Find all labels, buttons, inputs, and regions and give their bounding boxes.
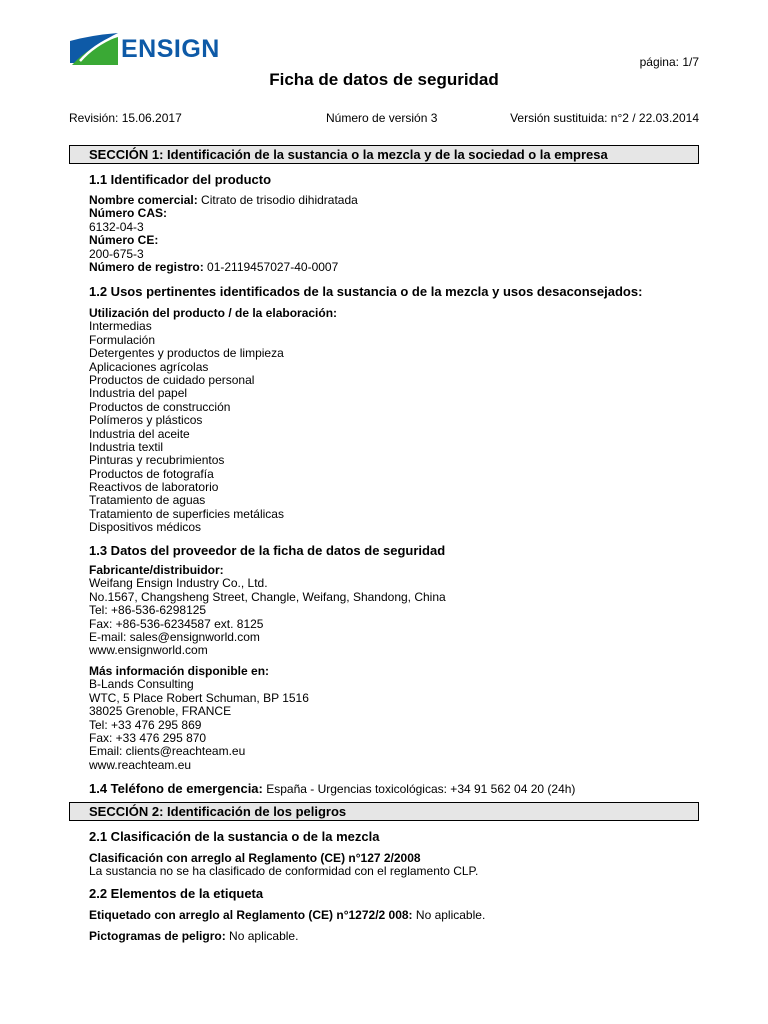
use-list-item: Pinturas y recubrimientos: [89, 453, 225, 468]
registration-label: Número de registro:: [89, 259, 204, 274]
pictograms-line: [89, 929, 298, 943]
ce-value: 200-675-3: [89, 246, 144, 261]
manufacturer-line: Tel: +86-536-6298125: [89, 603, 207, 618]
manufacturer-line: www.ensignworld.com: [89, 643, 208, 658]
more-info-line: B-Lands Consulting: [89, 677, 194, 692]
ce-label: Número CE:: [89, 233, 159, 248]
uses-label: Utilización del producto / de la elaboración:: [89, 306, 338, 320]
use-list-item: Productos de cuidado personal: [89, 372, 255, 387]
section-1-heading: SECCIÓN 1: Identificación de la sustancia o la mezcla y de la sociedad o la empresa: [69, 145, 699, 164]
subsection-1-2-title: 1.2 Usos pertinentes identificados de la sustancia o de la mezcla y usos desaconsejados:: [89, 284, 643, 299]
use-list-item: Tratamiento de superficies metálicas: [89, 506, 284, 521]
more-info-line: Fax: +33 476 295 870: [89, 730, 207, 745]
manufacturer-label: Fabricante/distribuidor:: [89, 563, 224, 577]
use-list-item: Intermedias: [89, 319, 152, 334]
manufacturer-line: Fax: +86-536-6234587 ext. 8125: [89, 616, 264, 631]
more-info-line: 38025 Grenoble, FRANCE: [89, 704, 232, 719]
pictograms-label: Pictogramas de peligro:: [89, 929, 226, 943]
more-info-label: Más información disponible en:: [89, 664, 270, 678]
logo-text: ENSIGN: [121, 35, 220, 63]
manufacturer-line: No.1567, Changsheng Street, Changle, Weifang, Shandong, China: [89, 589, 446, 604]
subsection-1-1-title: 1.1 Identificador del producto: [89, 172, 272, 187]
use-list-item: Tratamiento de aguas: [89, 493, 206, 508]
version-number: Número de versión 3: [326, 111, 438, 125]
document-title: Ficha de datos de seguridad: [269, 70, 499, 89]
manufacturer-block: [89, 564, 446, 658]
section-2-heading: SECCIÓN 2: Identificación de los peligros: [69, 802, 699, 821]
cas-label: Número CAS:: [89, 206, 168, 221]
use-list-item: Productos de fotografía: [89, 466, 214, 481]
cas-value: 6132-04-3: [89, 219, 144, 234]
use-list-item: Dispositivos médicos: [89, 520, 202, 535]
subsection-1-3-title: 1.3 Datos del proveedor de la ficha de datos de seguridad: [89, 543, 446, 558]
manufacturer-line: E-mail: sales@ensignworld.com: [89, 629, 260, 644]
registration-value: 01-2119457027-40-0007: [207, 259, 339, 274]
page-number: página: 1/7: [639, 55, 699, 69]
replaced-version: Versión sustituida: n°2 / 22.03.2014: [510, 111, 699, 125]
emergency-phone: [89, 781, 575, 796]
labelling-value: No aplicable.: [415, 908, 486, 922]
more-info-line: Email: clients@reachteam.eu: [89, 744, 246, 759]
use-list-item: Aplicaciones agrícolas: [89, 359, 209, 374]
revision-date: Revisión: 15.06.2017: [69, 111, 182, 125]
uses-block: [89, 307, 337, 535]
more-info-line: www.reachteam.eu: [89, 757, 192, 772]
ensign-logo-icon: [70, 33, 118, 65]
labelling-label: Etiquetado con arreglo al Reglamento (CE) n°1272/2 008:: [89, 908, 413, 922]
classification-block: [89, 852, 478, 879]
use-list-item: Productos de construcción: [89, 399, 231, 414]
subsection-2-1-title: 2.1 Clasificación de la sustancia o de la mezcla: [89, 829, 380, 844]
product-identifier-block: [89, 194, 358, 274]
manufacturer-line: Weifang Ensign Industry Co., Ltd.: [89, 576, 268, 591]
emergency-phone-value: España - Urgencias toxicológicas: +34 91 562 04 20 (24h): [266, 782, 576, 796]
labelling-line: [89, 908, 485, 922]
use-list-item: Formulación: [89, 332, 156, 347]
more-info-line: Tel: +33 476 295 869: [89, 717, 202, 732]
use-list-item: Industria del aceite: [89, 426, 190, 441]
use-list-item: Detergentes y productos de limpieza: [89, 346, 284, 361]
classification-text: La sustancia no se ha clasificado de conformidad con el reglamento CLP.: [89, 864, 479, 879]
classification-label: Clasificación con arreglo al Reglamento (CE) n°127 2/2008: [89, 851, 421, 865]
ensign-logo: [70, 33, 220, 65]
use-list-item: Industria del papel: [89, 386, 188, 401]
subsection-2-2-title: 2.2 Elementos de la etiqueta: [89, 886, 264, 901]
use-list-item: Industria textil: [89, 439, 164, 454]
emergency-phone-title: 1.4 Teléfono de emergencia:: [89, 781, 263, 796]
more-info-line: WTC, 5 Place Robert Schuman, BP 1516: [89, 690, 309, 705]
trade-name-label: Nombre comercial:: [89, 193, 198, 207]
pictograms-value: No aplicable.: [229, 929, 299, 943]
trade-name-value: Citrato de trisodio dihidratada: [201, 193, 358, 207]
use-list-item: Polímeros y plásticos: [89, 413, 203, 428]
use-list-item: Reactivos de laboratorio: [89, 480, 219, 495]
more-info-block: [89, 665, 309, 772]
